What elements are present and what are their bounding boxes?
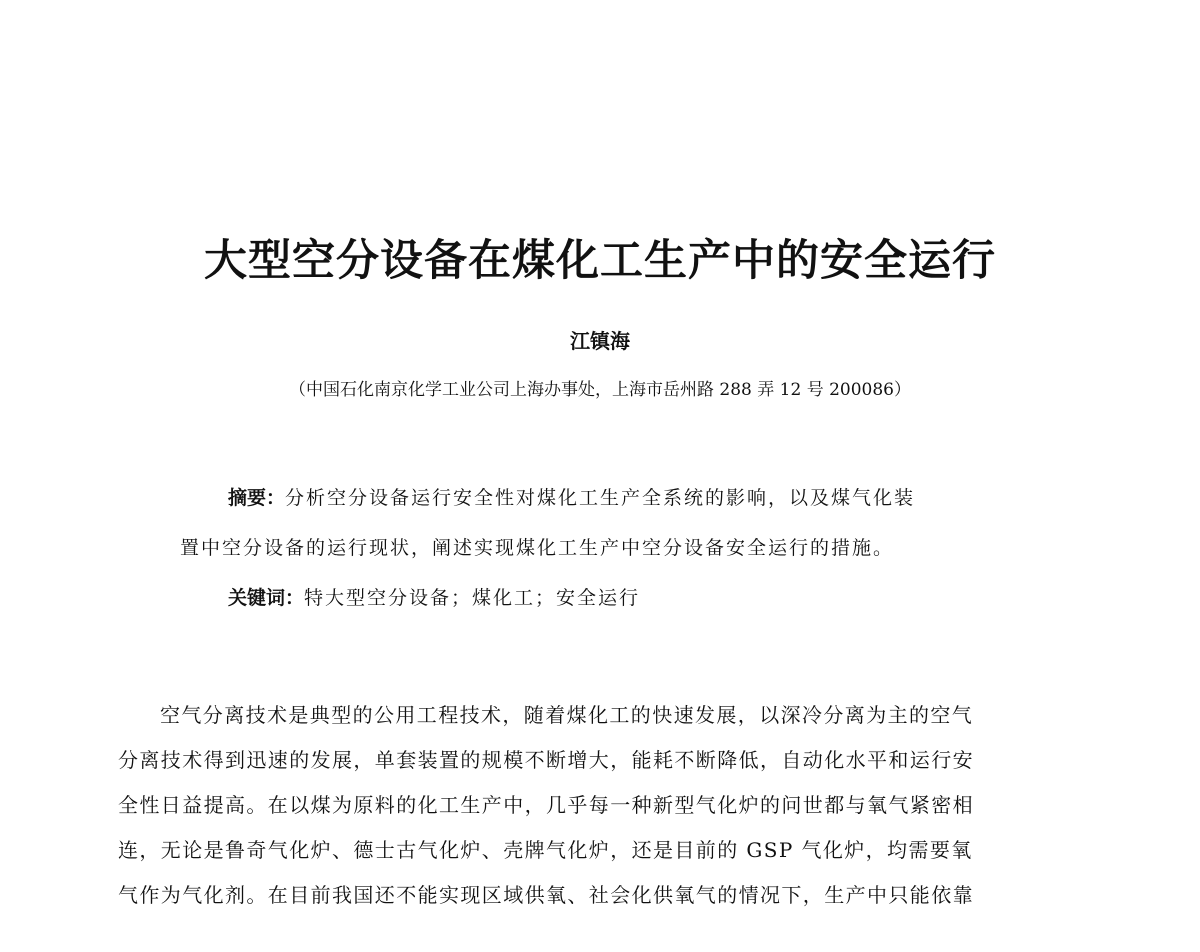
- abstract-label: 摘要：: [228, 487, 286, 509]
- abstract-first-line: [180, 480, 1040, 516]
- keywords-text: 特大型空分设备；煤化工；安全运行: [304, 587, 641, 609]
- paper-title: 大型空分设备在煤化工生产中的安全运行: [204, 236, 996, 286]
- body-line: 全性日益提高。在以煤为原料的化工生产中，几乎每一种新型气化炉的问世都与氧气紧密相: [118, 793, 974, 817]
- author-name: 江镇海: [570, 329, 630, 353]
- abstract-text-line-2: 置中空分设备的运行现状，阐述实现煤化工生产中空分设备安全运行的措施。: [180, 537, 895, 559]
- body-line: 分离技术得到迅速的发展，单套装置的规模不断增大，能耗不断降低，自动化水平和运行安: [118, 748, 974, 772]
- author-affiliation: （中国石化南京化学工业公司上海办事处，上海市岳州路 288 弄 12 号 200086）: [289, 380, 911, 400]
- body-line: 连，无论是鲁奇气化炉、德士古气化炉、壳牌气化炉，还是目前的 GSP 气化炉，均需要氧: [118, 838, 973, 862]
- body-paragraph: [118, 693, 1083, 918]
- body-line: 空气分离技术是典型的公用工程技术，随着煤化工的快速发展，以深冷分离为主的空气: [160, 703, 974, 727]
- keywords-label: 关键词：: [228, 587, 305, 609]
- abstract-section: [180, 480, 1040, 616]
- body-line: 气作为气化剂。在目前我国还不能实现区域供氧、社会化供氧气的情况下，生产中只能依靠: [118, 883, 974, 907]
- abstract-text-line-1: 分析空分设备运行安全性对煤化工生产全系统的影响，以及煤气化装: [285, 487, 916, 509]
- keywords-section: [180, 580, 1040, 616]
